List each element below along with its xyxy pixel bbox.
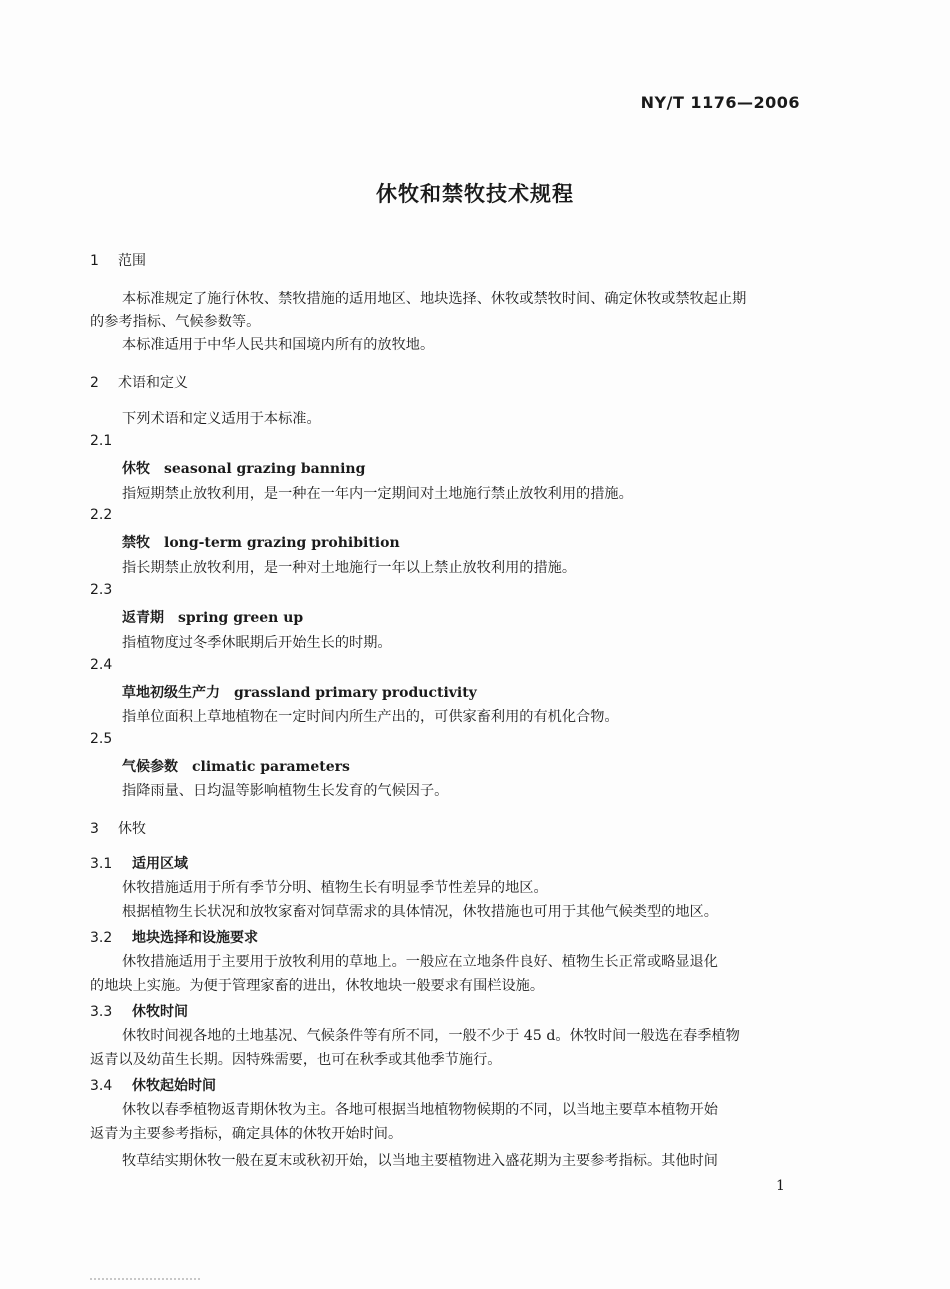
section-title: 范围 <box>118 253 146 269</box>
paragraph-line: 本标准适用于中华人民共和国境内所有的放牧地。 <box>122 337 435 353</box>
term-definition: 指降雨量、日均温等影响植物生长发育的气候因子。 <box>122 783 449 799</box>
subsection-number: 3.2 <box>90 930 113 946</box>
subsection-title: 休牧起始时间 <box>132 1078 216 1094</box>
section-title: 术语和定义 <box>118 375 188 391</box>
section-title: 休牧 <box>118 821 146 837</box>
term-heading <box>122 532 400 552</box>
paragraph-line: 休牧措施适用于主要用于放牧利用的草地上。一般应在立地条件良好、植物生长正常或略显退化 <box>122 954 718 970</box>
term-en: spring green up <box>178 610 304 626</box>
subsection-number: 3.1 <box>90 856 113 872</box>
term-en: seasonal grazing banning <box>164 461 366 477</box>
term-number: 2.3 <box>90 582 113 598</box>
page-number: 1 <box>776 1178 785 1194</box>
paragraph-line: 返青为主要参考指标，确定具体的休牧开始时间。 <box>90 1126 403 1142</box>
section-number: 2 <box>90 375 99 391</box>
paragraph-line: 根据植物生长状况和放牧家畜对饲草需求的具体情况，休牧措施也可用于其他气候类型的地区。 <box>122 904 718 920</box>
term-heading <box>122 458 365 478</box>
paragraph-line: 休牧措施适用于所有季节分明、植物生长有明显季节性差异的地区。 <box>122 880 548 896</box>
bleed-through-mark <box>90 1278 200 1280</box>
paragraph-line: 返青以及幼苗生长期。因特殊需要，也可在秋季或其他季节施行。 <box>90 1052 502 1068</box>
term-definition: 指长期禁止放牧利用，是一种对土地施行一年以上禁止放牧利用的措施。 <box>122 560 577 576</box>
section-2-heading <box>90 372 188 392</box>
paragraph-line: 牧草结实期休牧一般在夏末或秋初开始，以当地主要植物进入盛花期为主要参考指标。其他时间 <box>122 1153 718 1169</box>
term-number: 2.1 <box>90 433 113 449</box>
term-zh: 气候参数 <box>122 759 178 775</box>
paragraph-line: 的地块上实施。为便于管理家畜的进出，休牧地块一般要求有围栏设施。 <box>90 978 545 994</box>
term-zh: 草地初级生产力 <box>122 685 220 701</box>
paragraph-line: 下列术语和定义适用于本标准。 <box>122 411 321 427</box>
term-definition: 指植物度过冬季休眠期后开始生长的时期。 <box>122 635 392 651</box>
term-heading <box>122 756 350 776</box>
document-title: 休牧和禁牧技术规程 <box>376 182 574 206</box>
term-definition: 指短期禁止放牧利用，是一种在一年内一定期间对土地施行禁止放牧利用的措施。 <box>122 486 633 502</box>
term-heading <box>122 607 303 627</box>
subsection-3-4-heading <box>90 1075 216 1095</box>
section-1-heading <box>90 250 146 270</box>
term-zh: 禁牧 <box>122 535 150 551</box>
paragraph-line: 休牧时间视各地的土地基况、气候条件等有所不同，一般不少于 45 d。休牧时间一般选在春季植物 <box>122 1028 740 1044</box>
subsection-3-2-heading <box>90 927 258 947</box>
term-zh: 休牧 <box>122 461 150 477</box>
term-en: climatic parameters <box>192 759 350 775</box>
subsection-title: 休牧时间 <box>132 1004 188 1020</box>
paragraph-line: 的参考指标、气候参数等。 <box>90 314 261 330</box>
paragraph-line: 休牧以春季植物返青期休牧为主。各地可根据当地植物物候期的不同，以当地主要草本植物开始 <box>122 1102 718 1118</box>
subsection-title: 地块选择和设施要求 <box>132 930 258 946</box>
subsection-3-3-heading <box>90 1001 188 1021</box>
subsection-number: 3.3 <box>90 1004 113 1020</box>
subsection-number: 3.4 <box>90 1078 113 1094</box>
section-3-heading <box>90 818 146 838</box>
section-number: 3 <box>90 821 99 837</box>
term-zh: 返青期 <box>122 610 164 626</box>
term-number: 2.5 <box>90 731 113 747</box>
standard-code: NY/T 1176—2006 <box>640 93 800 112</box>
subsection-3-1-heading <box>90 853 188 873</box>
term-definition: 指单位面积上草地植物在一定时间内所生产出的，可供家畜利用的有机化合物。 <box>122 709 619 725</box>
term-number: 2.2 <box>90 507 113 523</box>
term-heading <box>122 682 477 702</box>
paragraph-line: 本标准规定了施行休牧、禁牧措施的适用地区、地块选择、休牧或禁牧时间、确定休牧或禁牧起止期 <box>122 291 747 307</box>
term-en: long-term grazing prohibition <box>164 535 400 551</box>
section-number: 1 <box>90 253 99 269</box>
term-number: 2.4 <box>90 657 113 673</box>
term-en: grassland primary productivity <box>234 685 477 701</box>
subsection-title: 适用区域 <box>132 856 188 872</box>
